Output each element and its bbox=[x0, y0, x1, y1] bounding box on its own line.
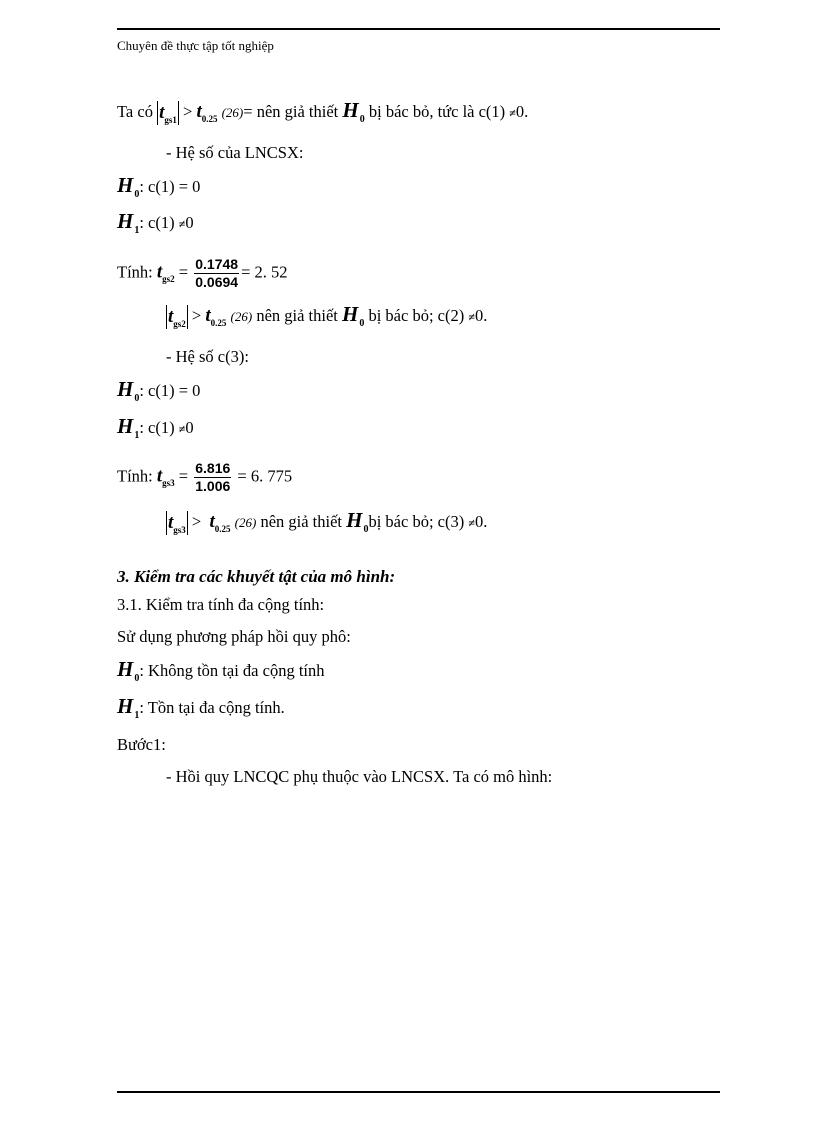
text: nên giả thiết bbox=[260, 512, 342, 531]
t-symbol: t bbox=[156, 261, 163, 283]
h-symbol: H bbox=[117, 657, 134, 681]
fraction bbox=[194, 460, 231, 495]
line-he-so-lncsx: - Hệ số của LNCSX: bbox=[166, 143, 304, 162]
line-h1-multicollinearity bbox=[117, 695, 285, 722]
gt-sign: > bbox=[191, 306, 202, 325]
h-symbol: H bbox=[117, 414, 134, 438]
abs-t-gs2 bbox=[166, 305, 188, 329]
result: = 6. 775 bbox=[237, 466, 293, 486]
h-subscript: 1 bbox=[134, 225, 140, 236]
h-subscript: 0 bbox=[359, 114, 365, 125]
abs-t-gs1 bbox=[157, 101, 179, 125]
t-subscript: gs3 bbox=[173, 525, 186, 536]
t-subscript: gs2 bbox=[162, 274, 175, 285]
text: bị bác bỏ, tức là c(1) bbox=[368, 102, 506, 121]
h-symbol: H bbox=[117, 209, 134, 233]
neq-sign: ≠ bbox=[178, 422, 186, 436]
numerator: 6.816 bbox=[195, 460, 231, 476]
section-heading: 3. Kiểm tra các khuyết tật của mô hình: bbox=[117, 567, 396, 586]
line-h0-c1 bbox=[117, 174, 200, 201]
t-subscript: 0.25 bbox=[214, 524, 231, 534]
paragraph: Sử dụng phương pháp hồi quy phô: bbox=[117, 627, 351, 646]
t-symbol: t bbox=[159, 102, 165, 124]
neq-sign: ≠ bbox=[468, 516, 475, 530]
h-subscript: 0 bbox=[134, 189, 140, 200]
neq-sign: ≠ bbox=[468, 310, 475, 324]
fraction bbox=[194, 256, 239, 291]
neq-sign: ≠ bbox=[178, 217, 186, 231]
t-subscript: gs2 bbox=[173, 319, 186, 330]
gt-sign: > bbox=[191, 512, 202, 531]
h-symbol: H bbox=[346, 508, 363, 532]
text: 0. bbox=[515, 102, 529, 121]
line-h0-c1-b bbox=[117, 378, 200, 405]
t-symbol: t bbox=[205, 305, 211, 326]
neq-sign: ≠ bbox=[509, 106, 516, 120]
text: bị bác bỏ; c(3) bbox=[368, 512, 465, 531]
step-label: Bước1: bbox=[117, 735, 166, 754]
t-symbol: t bbox=[156, 465, 163, 487]
t-subscript: 0.25 bbox=[201, 114, 218, 124]
result: = 2. 52 bbox=[241, 262, 288, 282]
paragraph: - Hồi quy LNCQC phụ thuộc vào LNCSX. Ta có mô hình: bbox=[166, 767, 553, 786]
line-reject-c3 bbox=[166, 509, 487, 536]
denominator: 0.0694 bbox=[195, 274, 239, 290]
line-ta-co bbox=[117, 99, 528, 126]
degrees-freedom: (26) bbox=[234, 515, 257, 530]
line-h1-c1-b bbox=[117, 415, 194, 442]
line-he-so-c3: - Hệ số c(3): bbox=[166, 347, 249, 366]
t-symbol: t bbox=[168, 512, 174, 534]
text: 0 bbox=[185, 418, 194, 437]
line-reject-c2 bbox=[166, 303, 487, 330]
text: : Không tồn tại đa cộng tính bbox=[139, 661, 325, 680]
line-h1-c1 bbox=[117, 210, 194, 237]
h-subscript: 1 bbox=[134, 710, 140, 721]
t-subscript: gs1 bbox=[164, 115, 177, 126]
text: 0. bbox=[474, 306, 488, 325]
t-subscript: gs3 bbox=[162, 478, 175, 489]
text: = nên giả thiết bbox=[243, 102, 339, 121]
degrees-freedom: (26) bbox=[230, 309, 253, 324]
denominator: 1.006 bbox=[195, 478, 231, 494]
h-subscript: 1 bbox=[134, 430, 140, 441]
abs-t-gs3 bbox=[166, 511, 188, 535]
gt-sign: > bbox=[183, 102, 193, 121]
text: bị bác bỏ; c(2) bbox=[368, 306, 465, 325]
subsection-heading: 3.1. Kiểm tra tính đa cộng tính: bbox=[117, 595, 325, 614]
text: : c(1) bbox=[139, 213, 175, 232]
text: : Tồn tại đa cộng tính. bbox=[139, 698, 285, 717]
numerator: 0.1748 bbox=[195, 256, 239, 272]
h-subscript: 0 bbox=[134, 393, 140, 404]
h-subscript: 0 bbox=[134, 673, 140, 684]
header-rule bbox=[117, 28, 720, 30]
line-tinh-gs3 bbox=[117, 460, 292, 495]
t-symbol: t bbox=[209, 511, 215, 532]
t-symbol: t bbox=[168, 306, 174, 328]
t-symbol: t bbox=[196, 101, 202, 122]
label: Tính: bbox=[117, 262, 153, 282]
eq-sign: = bbox=[178, 262, 189, 282]
degrees-freedom: (26) bbox=[221, 105, 244, 120]
text: : c(1) bbox=[139, 418, 175, 437]
page-header: Chuyên đề thực tập tốt nghiệp bbox=[117, 38, 274, 53]
text: nên giả thiết bbox=[256, 306, 338, 325]
eq-sign: = bbox=[178, 466, 189, 486]
text: : c(1) = 0 bbox=[139, 177, 201, 196]
line-tinh-gs2 bbox=[117, 256, 288, 291]
text: : c(1) = 0 bbox=[139, 381, 201, 400]
text: Ta có bbox=[117, 102, 153, 121]
label: Tính: bbox=[117, 466, 153, 486]
h-symbol: H bbox=[342, 98, 359, 122]
footer-rule bbox=[117, 1091, 720, 1093]
h-symbol: H bbox=[117, 694, 134, 718]
line-h0-multicollinearity bbox=[117, 658, 325, 685]
h-symbol: H bbox=[117, 377, 134, 401]
text: 0 bbox=[185, 213, 194, 232]
h-subscript: 0 bbox=[363, 524, 369, 535]
h-subscript: 0 bbox=[359, 318, 365, 329]
t-subscript: 0.25 bbox=[210, 318, 227, 328]
h-symbol: H bbox=[117, 173, 134, 197]
text: 0. bbox=[474, 512, 488, 531]
h-symbol: H bbox=[342, 302, 359, 326]
